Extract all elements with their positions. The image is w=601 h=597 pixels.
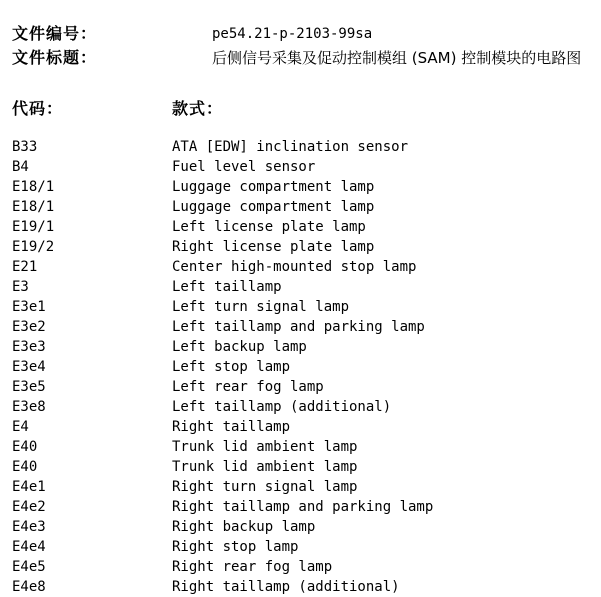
component-code: E3e3	[12, 339, 46, 355]
component-description: Left taillamp	[172, 279, 282, 295]
component-code: E4e5	[12, 559, 46, 575]
code-column-heading: 代码：	[12, 99, 64, 118]
file-number-label: 文件编号：	[12, 24, 98, 43]
component-code: E4e2	[12, 499, 46, 515]
component-code: E18/1	[12, 199, 55, 215]
component-code: E3e8	[12, 399, 46, 415]
component-description: Left taillamp and parking lamp	[172, 319, 425, 335]
list-item	[12, 197, 601, 217]
list-item	[12, 157, 601, 177]
component-code: E3e2	[12, 319, 46, 335]
component-code: E19/1	[12, 219, 55, 235]
component-code: E4e1	[12, 479, 46, 495]
component-description: Center high-mounted stop lamp	[172, 259, 417, 275]
component-code: E40	[12, 439, 38, 455]
list-item	[12, 337, 601, 357]
list-item	[12, 217, 601, 237]
list-item	[12, 237, 601, 257]
component-description: Right turn signal lamp	[172, 479, 358, 495]
list-item	[12, 297, 601, 317]
component-code: E4e3	[12, 519, 46, 535]
component-code: E21	[12, 259, 38, 275]
component-code: E4e4	[12, 539, 46, 555]
component-description: Left taillamp (additional)	[172, 399, 392, 415]
component-description: Left backup lamp	[172, 339, 307, 355]
component-code: E18/1	[12, 179, 55, 195]
component-description: Left rear fog lamp	[172, 379, 324, 395]
component-description: Trunk lid ambient lamp	[172, 439, 358, 455]
list-item	[12, 497, 601, 517]
component-description: Right taillamp	[172, 419, 291, 435]
component-code: E3e1	[12, 299, 46, 315]
component-code: B33	[12, 139, 38, 155]
component-description: Right backup lamp	[172, 519, 316, 535]
list-item	[12, 537, 601, 557]
component-code: B4	[12, 159, 29, 175]
list-item	[12, 377, 601, 397]
list-item	[12, 137, 601, 157]
list-item	[12, 457, 601, 477]
component-code: E19/2	[12, 239, 55, 255]
component-description: Trunk lid ambient lamp	[172, 459, 358, 475]
list-item	[12, 557, 601, 577]
list-item	[12, 417, 601, 437]
component-description: Luggage compartment lamp	[172, 199, 375, 215]
component-description: Left stop lamp	[172, 359, 291, 375]
list-item	[12, 577, 601, 597]
list-item	[12, 317, 601, 337]
component-code: E40	[12, 459, 38, 475]
list-item	[12, 397, 601, 417]
component-description: Right rear fog lamp	[172, 559, 333, 575]
file-title-value: 后侧信号采集及促动控制模组 (SAM) 控制模块的电路图	[212, 49, 582, 67]
file-title-label: 文件标题：	[12, 48, 98, 67]
component-code: E4	[12, 419, 29, 435]
component-description: Left license plate lamp	[172, 219, 366, 235]
component-code: E3	[12, 279, 29, 295]
component-description: ATA [EDW] inclination sensor	[172, 139, 409, 155]
list-item	[12, 257, 601, 277]
component-description: Left turn signal lamp	[172, 299, 350, 315]
component-description: Right stop lamp	[172, 539, 299, 555]
component-code: E3e5	[12, 379, 46, 395]
component-code: E3e4	[12, 359, 46, 375]
component-description: Right taillamp (additional)	[172, 579, 400, 595]
list-item	[12, 357, 601, 377]
component-list	[12, 137, 601, 597]
style-column-heading: 款式：	[172, 99, 224, 118]
component-description: Right license plate lamp	[172, 239, 375, 255]
list-item	[12, 517, 601, 537]
list-item	[12, 437, 601, 457]
file-number-value: pe54.21-p-2103-99sa	[212, 26, 373, 42]
component-description: Fuel level sensor	[172, 159, 316, 175]
list-item	[12, 277, 601, 297]
list-item	[12, 477, 601, 497]
component-description: Right taillamp and parking lamp	[172, 499, 434, 515]
list-item	[12, 177, 601, 197]
component-code: E4e8	[12, 579, 46, 595]
component-description: Luggage compartment lamp	[172, 179, 375, 195]
